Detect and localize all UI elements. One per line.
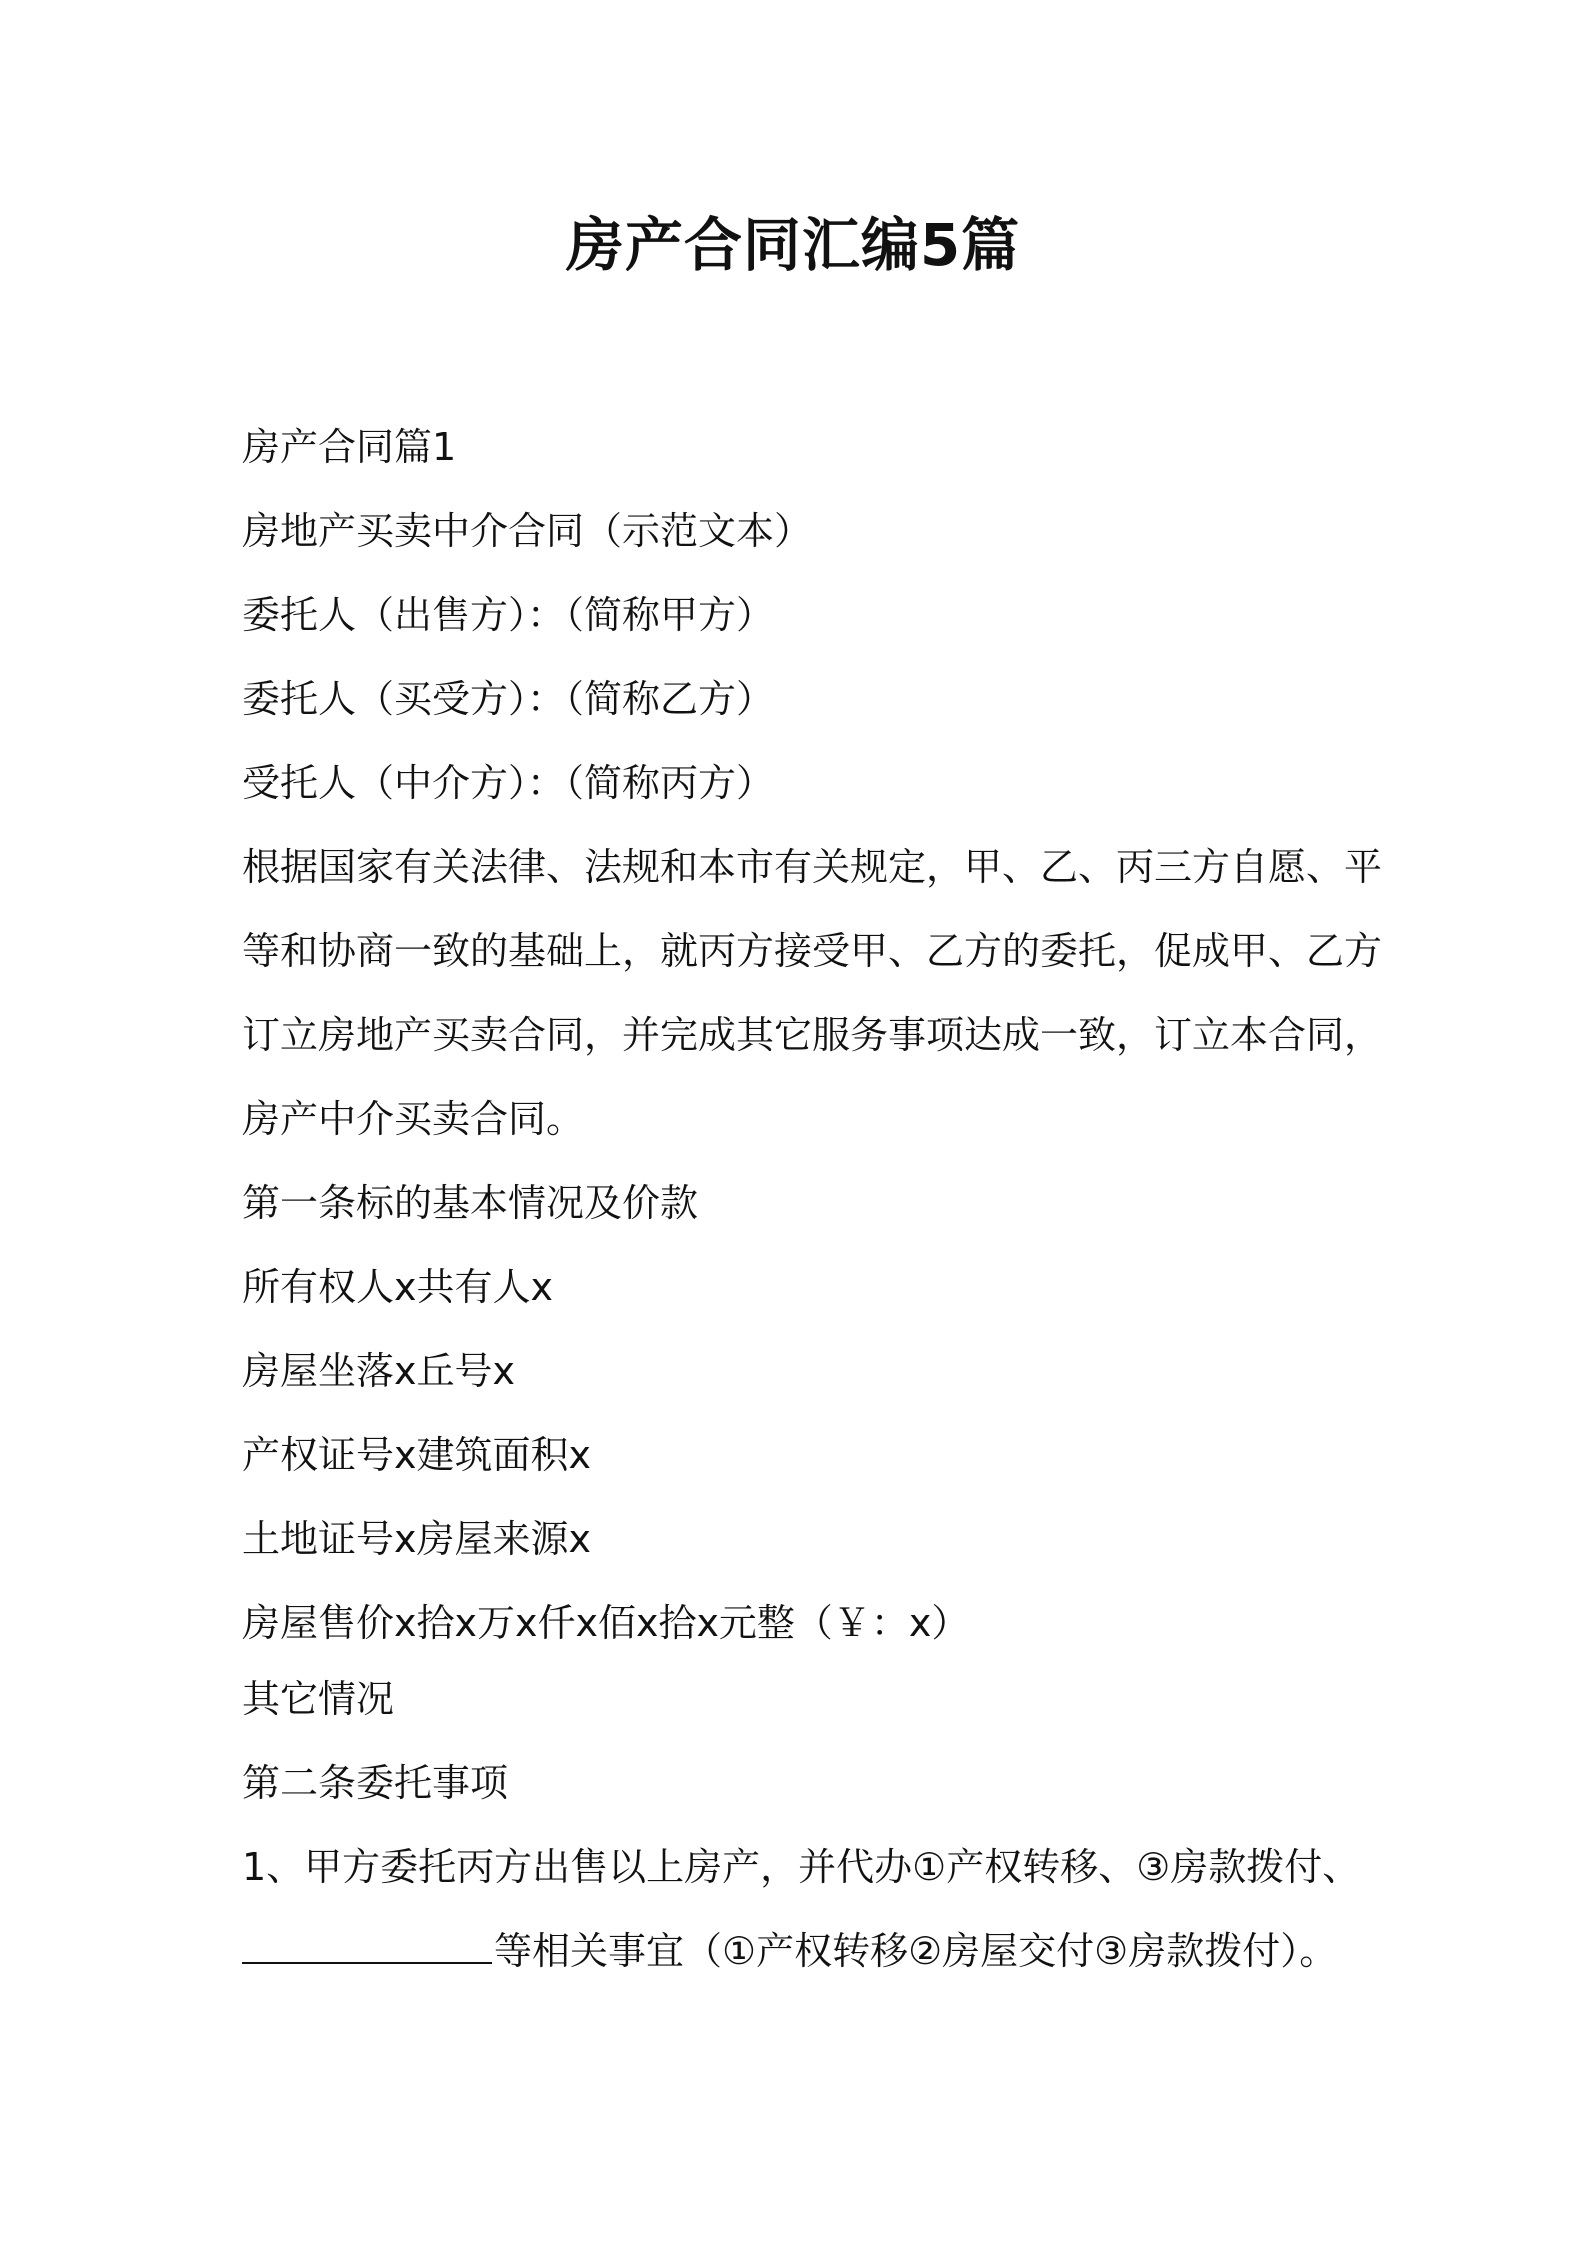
contract-name: 房地产买卖中介合同（示范文本）: [242, 509, 813, 553]
document-body: [242, 405, 1383, 1993]
property-field-line: 房屋坐落x丘号x: [242, 1349, 515, 1393]
property-field-line: 产权证号x建筑面积x: [242, 1433, 591, 1477]
fill-in-blank: [242, 1922, 492, 1964]
paragraph-line: 等和协商一致的基础上，就丙方接受甲、乙方的委托，促成甲、乙方: [242, 929, 1383, 973]
paragraph-line: [242, 1909, 1362, 1993]
other-info-line: 其它情况: [242, 1677, 395, 1721]
party-c-line: 受托人（中介方）：（简称丙方）: [242, 761, 775, 805]
property-field-line: 土地证号x房屋来源x: [242, 1517, 591, 1561]
paragraph-line: 1、甲方委托丙方出售以上房产，并代办①产权转移、③房款拨付、: [242, 1845, 1361, 1889]
party-a-line: 委托人（出售方）：（简称甲方）: [242, 593, 775, 637]
section-heading: 房产合同篇1: [242, 425, 457, 469]
article-heading: 第二条委托事项: [242, 1761, 509, 1805]
party-b-line: 委托人（买受方）：（简称乙方）: [242, 677, 775, 721]
property-field-line: 所有权人x共有人x: [242, 1265, 553, 1309]
paragraph-text: 等相关事宜（①产权转移②房屋交付③房款拨付）。: [494, 1929, 1338, 1973]
document-title: 房产合同汇编5篇: [565, 211, 1021, 279]
paragraph-line: 房产中介买卖合同。: [242, 1097, 585, 1141]
paragraph-line: 订立房地产买卖合同，并完成其它服务事项达成一致，订立本合同，: [242, 1013, 1383, 1057]
paragraph-line: 根据国家有关法律、法规和本市有关规定，甲、乙、丙三方自愿、平: [242, 845, 1383, 889]
article-heading: 第一条标的基本情况及价款: [242, 1181, 699, 1225]
price-line: 房屋售价x拾x万x仟x佰x拾x元整（￥：x）: [242, 1601, 970, 1645]
